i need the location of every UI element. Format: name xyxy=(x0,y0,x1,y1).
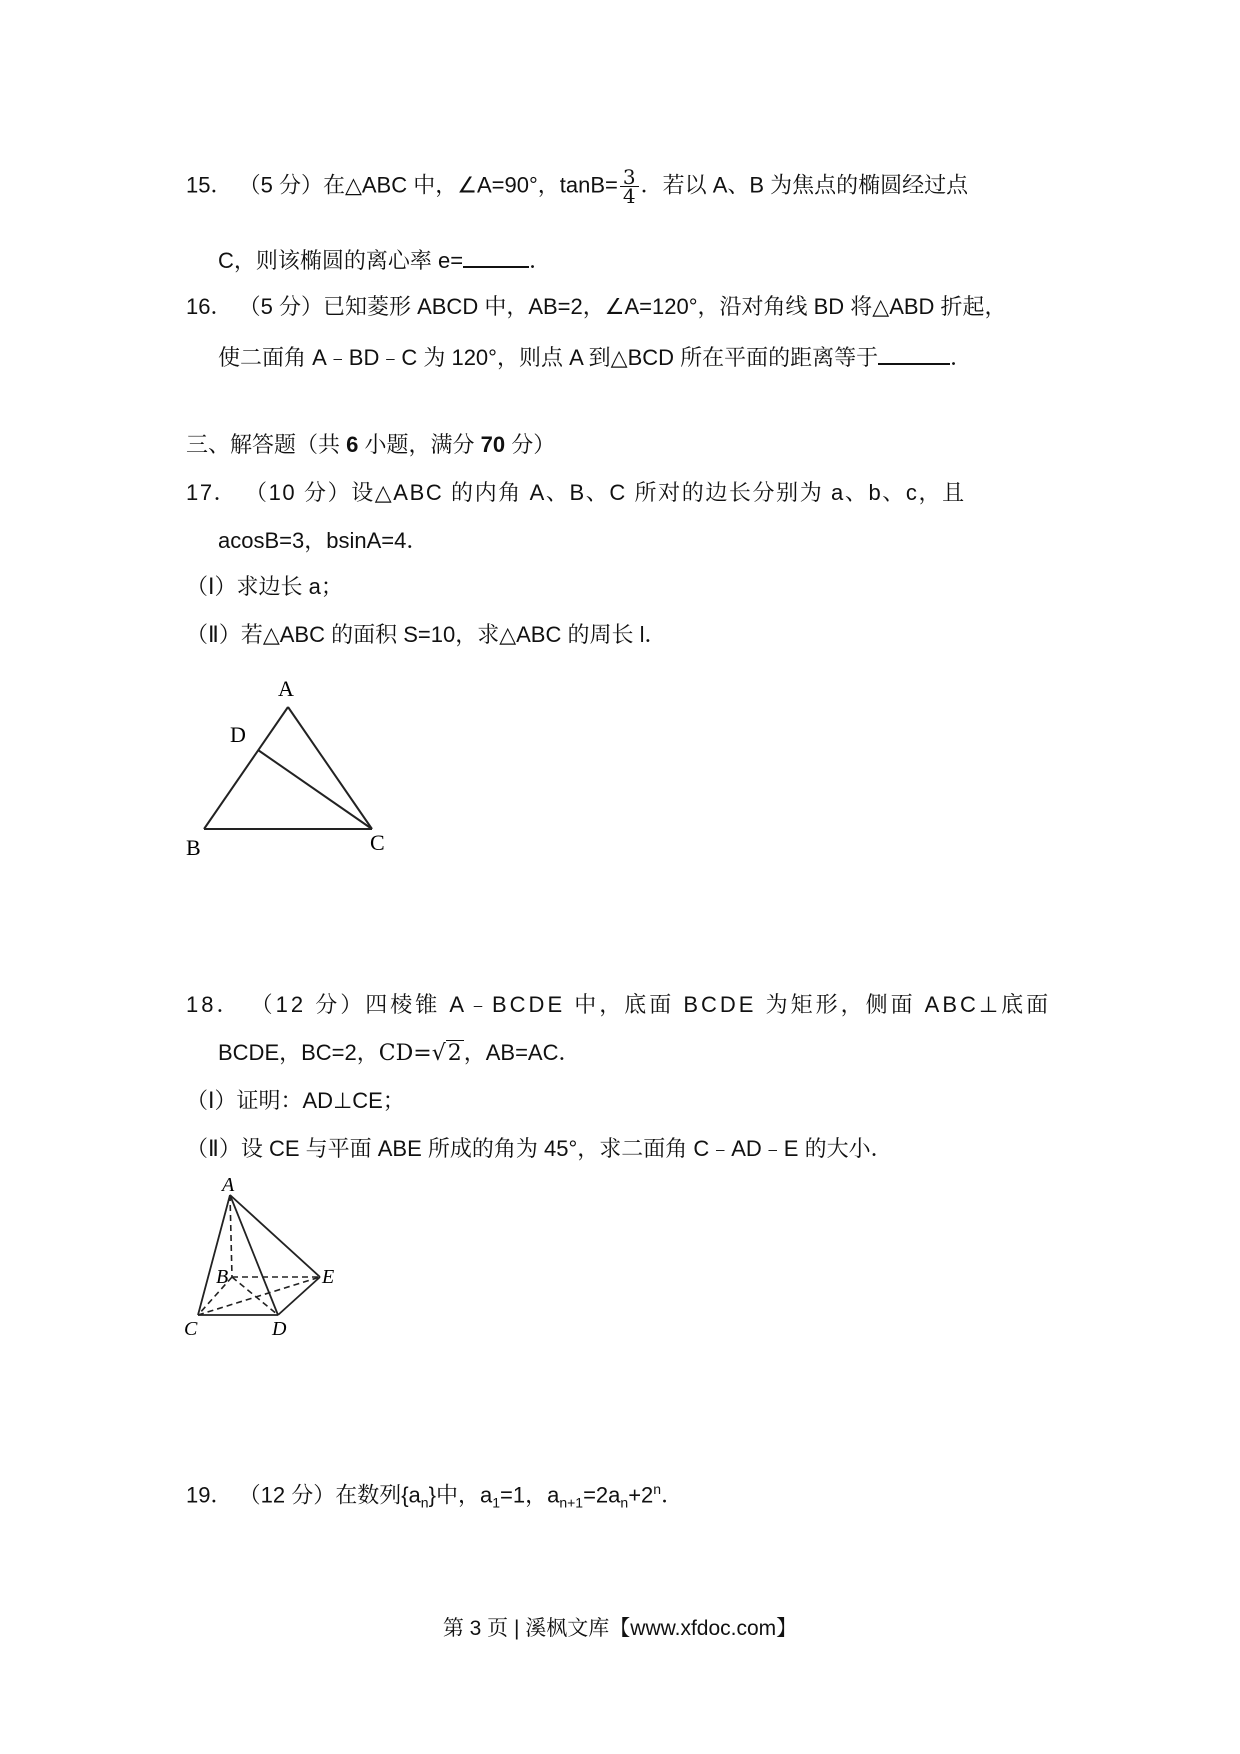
q18-label-d: D xyxy=(272,1318,287,1340)
q19-sub-1: 1 xyxy=(492,1494,500,1511)
q18-label-c: C xyxy=(184,1318,198,1340)
q15-number: 15． xyxy=(186,172,233,198)
q17-part1 xyxy=(186,572,343,602)
q15-text-a: 在△ABC 中，∠A=90°，tanB= xyxy=(322,172,618,198)
q18-label-b: B xyxy=(216,1266,229,1288)
q18-edge-ae xyxy=(230,1195,320,1277)
q16-line1-text: 已知菱形 ABCD 中，AB=2，∠A=120°，沿对角线 BD 将△ABD 折起， xyxy=(322,294,1007,319)
q17-score: （10 分） xyxy=(245,480,352,505)
sqrt-icon: √ xyxy=(431,1041,446,1066)
q16-answer-blank xyxy=(878,341,950,365)
q15-line2 xyxy=(218,244,551,276)
q15-fraction-denominator: 4 xyxy=(622,184,636,208)
q18-label-a: A xyxy=(222,1175,235,1196)
section3-suffix: 分） xyxy=(505,432,556,457)
q19-score: （12 分） xyxy=(238,1482,336,1508)
q19-number: 19． xyxy=(186,1482,233,1508)
q18-part1 xyxy=(186,1086,405,1116)
q17-label-a: A xyxy=(278,676,294,701)
q17-triangle-figure xyxy=(180,665,400,865)
q17-part2-text: （Ⅱ）若△ABC 的面积 S=10，求△ABC 的周长 l． xyxy=(186,622,667,647)
section3-count: 6 xyxy=(346,432,359,457)
q17-edge-ab xyxy=(204,707,288,829)
q17-part2 xyxy=(186,620,666,650)
page-footer: 第 3 页 | 溪枫文库【www.xfdoc.com】 xyxy=(442,1617,798,1640)
q19-line1 xyxy=(186,1474,683,1518)
q15-line2-text: C，则该椭圆的离心率 e= xyxy=(218,248,464,273)
q18-edge-ad xyxy=(230,1195,278,1315)
q18-part2 xyxy=(186,1134,893,1164)
q17-line2-text: acosB=3，bsinA=4． xyxy=(218,528,429,553)
q18-edge-de xyxy=(278,1277,320,1315)
q16-line1 xyxy=(186,292,1007,322)
q18-score: （12 分） xyxy=(250,992,366,1017)
q18-label-e: E xyxy=(322,1266,335,1288)
q19-text-c: =1，a xyxy=(499,1482,560,1508)
q19-text-b: }中，a xyxy=(428,1482,493,1508)
q16-line2 xyxy=(218,341,972,373)
q18-line2-text-b: ，AB=AC． xyxy=(463,1040,581,1065)
q17-line1-text: 设△ABC 的内角 A、B、C 所对的边长分别为 a、b、c，且 xyxy=(351,480,966,505)
section3-score: 70 xyxy=(480,432,506,457)
q16-end: ． xyxy=(950,345,973,370)
q18-cd-label: CD= xyxy=(378,1041,432,1066)
q17-label-b: B xyxy=(186,835,201,860)
q17-label-d: D xyxy=(230,722,246,747)
q16-line2-text: 使二面角 A﹣BD﹣C 为 120°，则点 A 到△BCD 所在平面的距离等于 xyxy=(218,345,879,370)
q19-sup-n: n xyxy=(653,1481,662,1497)
q17-label-c: C xyxy=(370,830,385,855)
q18-line1 xyxy=(186,990,1051,1020)
q18-line1-text: 四棱锥 A﹣BCDE 中，底面 BCDE 为矩形，侧面 ABC⊥底面 xyxy=(365,992,1052,1017)
q19-text-d: =2a xyxy=(583,1482,621,1508)
q15-score: （5 分） xyxy=(238,172,323,198)
q18-number: 18． xyxy=(186,992,242,1017)
q19-text-e: +2 xyxy=(628,1482,654,1508)
q16-number: 16． xyxy=(186,294,233,319)
q17-segment-dc xyxy=(258,750,372,829)
q19-text-a: 在数列{a xyxy=(335,1482,421,1508)
q17-number: 17． xyxy=(186,480,238,505)
q18-pyramid-figure xyxy=(180,1175,350,1355)
q18-line2-text-a: BCDE，BC=2， xyxy=(218,1040,379,1065)
q19-sub-n1: n xyxy=(420,1494,429,1511)
q18-edge-ac xyxy=(198,1195,230,1315)
q17-line1 xyxy=(186,478,966,508)
q19-sub-n2: n xyxy=(620,1494,629,1511)
q16-score: （5 分） xyxy=(238,294,323,319)
section3-heading xyxy=(186,430,555,460)
q18-part1-text: （Ⅰ）证明：AD⊥CE； xyxy=(186,1088,405,1113)
q18-cd-expression xyxy=(379,1040,464,1066)
q15-end: ． xyxy=(529,248,552,273)
q15-text-b: ．若以 A、B 为焦点的椭圆经过点 xyxy=(640,172,969,198)
q15-fraction xyxy=(620,165,639,208)
q19-sub-n-plus-1: n+1 xyxy=(559,1494,584,1511)
q18-sqrt-value: 2 xyxy=(447,1041,462,1066)
q18-line2 xyxy=(218,1038,580,1069)
q17-edge-ac xyxy=(288,707,372,829)
q15-answer-blank xyxy=(463,244,529,268)
q15-line1 xyxy=(186,165,969,208)
section3-prefix: 三、解答题（共 xyxy=(186,432,347,457)
q19-text-f: ． xyxy=(661,1482,684,1508)
q17-part1-text: （Ⅰ）求边长 a； xyxy=(186,574,343,599)
q15-fraction-numerator: 3 xyxy=(620,168,639,187)
section3-mid: 小题，满分 xyxy=(358,432,481,457)
q18-part2-text: （Ⅱ）设 CE 与平面 ABE 所成的角为 45°，求二面角 C﹣AD﹣E 的大小． xyxy=(186,1136,893,1161)
q17-line2 xyxy=(218,526,428,556)
q18-hidden-edge-ab xyxy=(230,1195,232,1277)
